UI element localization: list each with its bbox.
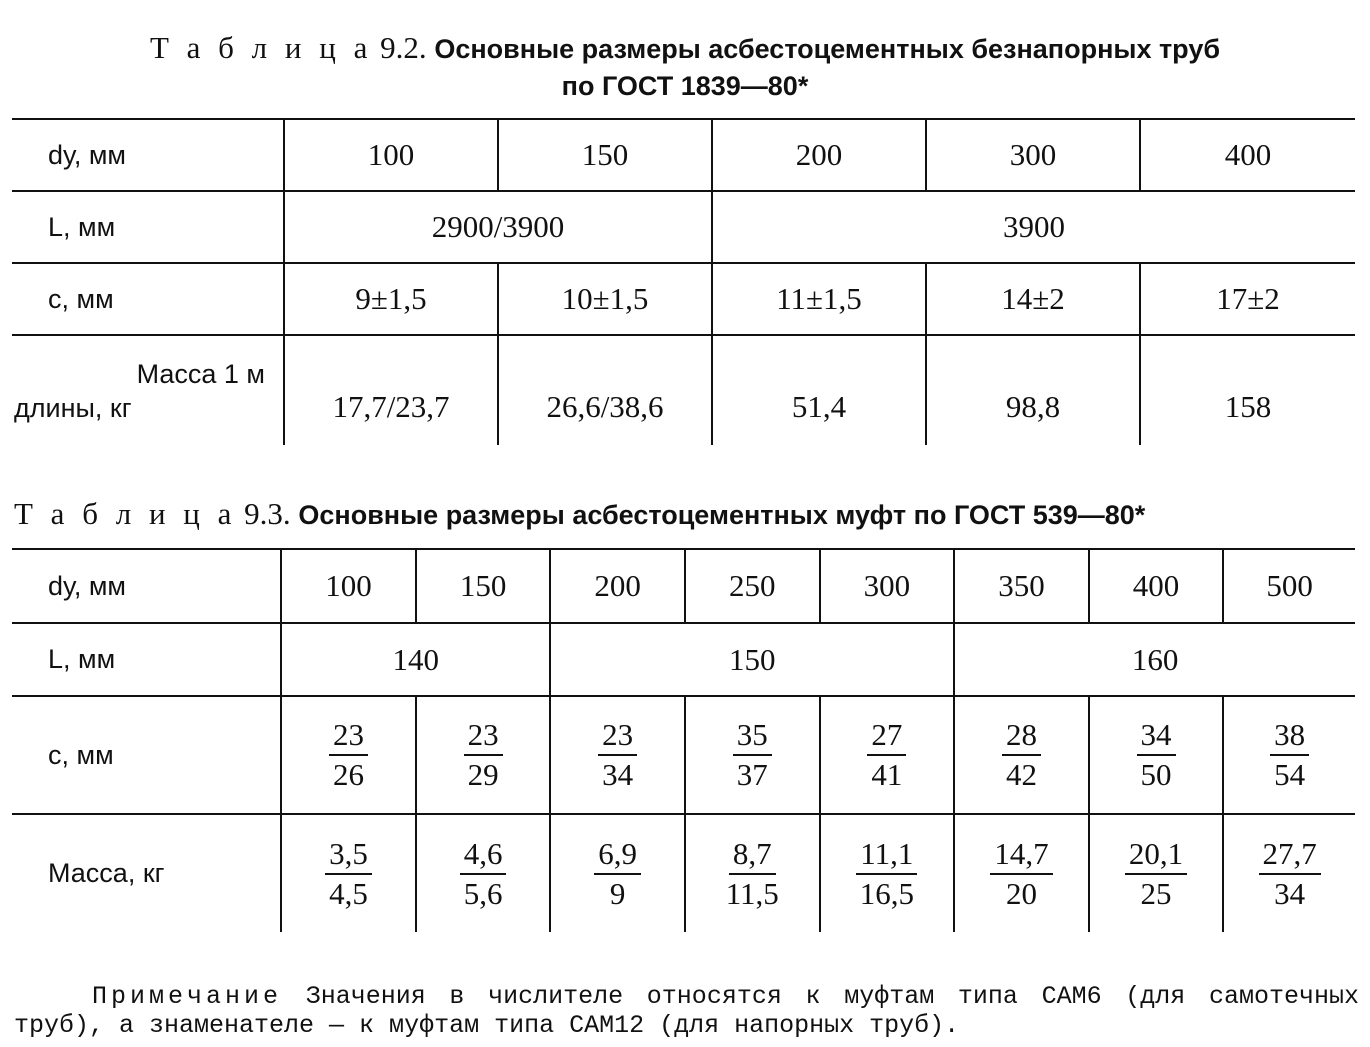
table2-c-label: c, мм <box>12 696 281 814</box>
table-row <box>12 623 1355 696</box>
table-cell <box>1089 696 1224 814</box>
table-cell: 400 <box>1140 119 1355 191</box>
table-cell <box>1089 814 1224 932</box>
fraction-denominator: 11,5 <box>725 875 779 911</box>
note-text: Значения в числителе относятся к муфтам типа САМ6 (для самотечных труб), а знаменателе — к муфтам типа САМ12 (для напорных труб). <box>14 982 1359 1040</box>
table-cell: 3900 <box>712 191 1355 263</box>
fraction <box>1002 716 1041 794</box>
fraction-denominator: 16,5 <box>859 875 914 911</box>
table1-title-line2: по ГОСТ 1839—80* <box>561 71 809 101</box>
table1-caption <box>0 30 1370 104</box>
table2-mass-label: Масса, кг <box>12 814 281 932</box>
table-cell <box>550 696 685 814</box>
table-cell <box>954 696 1089 814</box>
table-row <box>12 119 1355 191</box>
table-cell: 400 <box>1089 549 1224 623</box>
fraction-denominator: 34 <box>1274 875 1306 911</box>
table2-caption <box>14 496 1359 533</box>
table-row <box>12 191 1355 263</box>
table-cell <box>820 814 955 932</box>
table-cell: 150 <box>550 623 954 696</box>
fraction <box>867 716 906 794</box>
table-cell: 150 <box>498 119 712 191</box>
fraction-denominator: 29 <box>467 757 499 792</box>
table-cell <box>416 814 551 932</box>
table-cell: 300 <box>820 549 955 623</box>
fraction-numerator: 27,7 <box>1259 835 1321 875</box>
fraction <box>329 716 368 794</box>
table-row <box>12 335 1355 445</box>
fraction <box>594 835 641 913</box>
fraction-numerator: 38 <box>1270 716 1309 756</box>
table-cell: 100 <box>281 549 416 623</box>
fraction-numerator: 23 <box>329 716 368 756</box>
fraction <box>1125 835 1187 913</box>
fraction-numerator: 8,7 <box>729 835 776 875</box>
table-cell <box>685 696 820 814</box>
fraction <box>1137 716 1176 794</box>
fraction-denominator: 26 <box>332 757 364 792</box>
table1-mass-label <box>12 335 284 445</box>
fraction-numerator: 34 <box>1137 716 1176 756</box>
table-cell: 9±1,5 <box>284 263 498 335</box>
table-cell: 17,7/23,7 <box>284 335 498 445</box>
fraction <box>598 716 637 794</box>
fraction-denominator: 9 <box>609 875 626 911</box>
table1-L-label: L, мм <box>12 191 284 263</box>
fraction-denominator: 41 <box>871 757 903 792</box>
fraction <box>460 835 507 913</box>
table-cell: 51,4 <box>712 335 926 445</box>
table-row <box>12 549 1355 623</box>
table-cell <box>685 814 820 932</box>
table-cell: 17±2 <box>1140 263 1355 335</box>
fraction-numerator: 23 <box>598 716 637 756</box>
table-cell: 2900/3900 <box>284 191 712 263</box>
fraction-numerator: 27 <box>867 716 906 756</box>
fraction-denominator: 20 <box>1005 875 1037 911</box>
fraction-denominator: 4,5 <box>329 875 368 911</box>
fraction <box>464 716 503 794</box>
table1-label: Т а б л и ц а <box>149 30 373 65</box>
fraction-numerator: 3,5 <box>325 835 372 875</box>
table-cell: 10±1,5 <box>498 263 712 335</box>
fraction <box>325 835 372 913</box>
table2 <box>12 548 1355 932</box>
fraction-numerator: 28 <box>1002 716 1041 756</box>
fraction-denominator: 50 <box>1140 757 1172 792</box>
table-cell: 350 <box>954 549 1089 623</box>
table-cell: 26,6/38,6 <box>498 335 712 445</box>
table-cell: 140 <box>281 623 550 696</box>
table-cell <box>1223 696 1355 814</box>
table-cell: 98,8 <box>926 335 1140 445</box>
table-cell: 160 <box>954 623 1355 696</box>
table-cell <box>954 814 1089 932</box>
table-cell: 250 <box>685 549 820 623</box>
table1-c-label: c, мм <box>12 263 284 335</box>
table-cell <box>281 696 416 814</box>
fraction <box>856 835 917 913</box>
table2-dy-label: dу, мм <box>12 549 281 623</box>
table2-number: 9.3. <box>244 496 291 531</box>
table1-number: 9.2. <box>380 30 427 65</box>
table2-L-label: L, мм <box>12 623 281 696</box>
table-note <box>14 982 1359 1040</box>
table-cell: 158 <box>1140 335 1355 445</box>
fraction-numerator: 11,1 <box>856 835 917 875</box>
fraction-denominator: 5,6 <box>463 875 503 911</box>
fraction-denominator: 54 <box>1274 757 1306 792</box>
fraction-numerator: 20,1 <box>1125 835 1187 875</box>
table1 <box>12 118 1355 445</box>
fraction-numerator: 23 <box>464 716 503 756</box>
fraction <box>1259 835 1321 913</box>
table-cell: 150 <box>416 549 551 623</box>
table-cell: 14±2 <box>926 263 1140 335</box>
fraction-denominator: 37 <box>736 757 768 792</box>
fraction-denominator: 25 <box>1140 875 1172 911</box>
fraction-numerator: 35 <box>733 716 772 756</box>
fraction-numerator: 6,9 <box>594 835 641 875</box>
table1-dy-label: dу, мм <box>12 119 284 191</box>
table-cell: 11±1,5 <box>712 263 926 335</box>
mass-label-line2: длины, кг <box>14 392 132 423</box>
table1-title-line1: Основные размеры асбестоцементных безнапорных труб <box>434 34 1221 64</box>
fraction <box>726 835 779 913</box>
fraction-denominator: 34 <box>602 757 634 792</box>
mass-label-line1: Масса 1 м <box>136 358 265 389</box>
table-row <box>12 814 1355 932</box>
table2-label: Т а б л и ц а <box>14 496 237 531</box>
table-cell <box>820 696 955 814</box>
table-cell <box>550 814 685 932</box>
table-row <box>12 696 1355 814</box>
table-cell: 300 <box>926 119 1140 191</box>
table-cell: 500 <box>1223 549 1355 623</box>
table-cell <box>281 814 416 932</box>
table-cell <box>416 696 551 814</box>
table-cell: 200 <box>550 549 685 623</box>
table2-title: Основные размеры асбестоцементных муфт по ГОСТ 539—80* <box>298 500 1146 530</box>
fraction <box>1270 716 1309 794</box>
table-cell: 100 <box>284 119 498 191</box>
fraction-denominator: 42 <box>1005 757 1037 792</box>
note-heading: Примечание <box>92 982 283 1011</box>
table-row <box>12 263 1355 335</box>
fraction <box>733 716 772 794</box>
fraction-numerator: 14,7 <box>990 835 1052 875</box>
table-cell <box>1223 814 1355 932</box>
fraction-numerator: 4,6 <box>460 835 507 875</box>
fraction <box>990 835 1052 913</box>
table-cell: 200 <box>712 119 926 191</box>
